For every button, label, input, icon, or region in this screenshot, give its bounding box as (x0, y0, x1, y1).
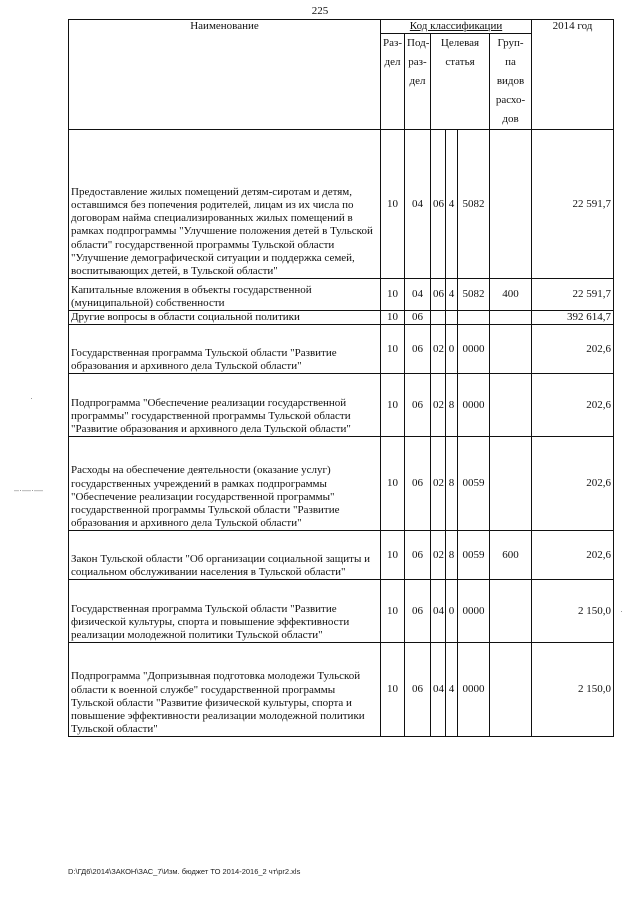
row-expense-group (490, 311, 532, 325)
header-classification-code-text: Код классификации (409, 20, 503, 32)
table-body (69, 130, 614, 737)
table-row (69, 130, 614, 279)
row-target-subprogram: 4 (446, 130, 458, 279)
header-year: 2014 год (532, 20, 614, 130)
header-row-top (69, 20, 614, 34)
row-subsection: 06 (405, 531, 431, 580)
header-expense-group (490, 34, 532, 130)
table-row (69, 279, 614, 311)
row-name: Расходы на обеспечение деятельности (оказание услуг) государственных учреждений в рамках подпрограммы "Обеспечение реализации государственной программы" государственной программы Тульской области "Развитие образования и архивного дела Тульской области" (69, 437, 381, 531)
scan-artifact-dash: –·—·— (14, 485, 43, 495)
table-row (69, 531, 614, 580)
row-target-subprogram: 0 (446, 325, 458, 374)
row-subsection: 06 (405, 374, 431, 437)
header-name: Наименование (69, 20, 381, 130)
row-target-subprogram: 4 (446, 279, 458, 311)
row-target-direction: 0000 (458, 643, 490, 737)
row-target-subprogram: 8 (446, 374, 458, 437)
row-amount: 202,6 (532, 374, 614, 437)
row-target-program: 06 (431, 130, 446, 279)
row-target-subprogram: 8 (446, 531, 458, 580)
row-amount: 202,6 (532, 531, 614, 580)
row-expense-group (490, 580, 532, 643)
header-expense-group-text: Груп- па видов расхо- дов (495, 37, 526, 126)
row-amount: 2 150,0 (532, 580, 614, 643)
row-name: Подпрограмма "Обеспечение реализации государственной программы" государственной программы Тульской области "Развитие образования и архивного дела Тульской области" (69, 374, 381, 437)
row-target-direction: 0059 (458, 437, 490, 531)
header-target-article-text: Целевая статья (440, 37, 480, 69)
row-expense-group (490, 325, 532, 374)
row-amount: 392 614,7 (532, 311, 614, 325)
row-target-subprogram: 4 (446, 643, 458, 737)
row-section: 10 (381, 643, 405, 737)
row-section: 10 (381, 311, 405, 325)
row-subsection: 06 (405, 325, 431, 374)
table-row (69, 580, 614, 643)
row-section: 10 (381, 325, 405, 374)
row-amount: 2 150,0 (532, 643, 614, 737)
row-expense-group: 400 (490, 279, 532, 311)
row-name: Предоставление жилых помещений детям-сиротам и детям, оставшимся без попечения родителей, лицам из их числа по договорам найма специализированных жилых помещений в рамках подпрограммы "Улучшение положения детей в Тульской области" государственной программы Тульской области "Улучшение демографической ситуации и поддержка семей, воспитывающих детей, в Тульской области" (69, 130, 381, 279)
table-row (69, 643, 614, 737)
page-number: 225 (311, 5, 329, 17)
row-target-subprogram: 0 (446, 580, 458, 643)
row-target-direction: 5082 (458, 130, 490, 279)
row-target-direction: 0059 (458, 531, 490, 580)
header-classification-code (381, 20, 532, 34)
row-amount: 202,6 (532, 325, 614, 374)
row-section: 10 (381, 531, 405, 580)
table-row (69, 437, 614, 531)
header-subsection (405, 34, 431, 130)
row-target-program: 02 (431, 531, 446, 580)
row-section: 10 (381, 437, 405, 531)
row-amount: 202,6 (532, 437, 614, 531)
row-expense-group (490, 643, 532, 737)
header-section-text: Раз- дел (383, 37, 403, 69)
scan-artifact-dot: · (30, 393, 33, 403)
header-subsection-text: Под- раз- дел (407, 37, 430, 88)
row-target-program: 04 (431, 643, 446, 737)
row-name: Подпрограмма "Допризывная подготовка молодежи Тульской области к военной службе" государственной программы Тульской области "Развитие физической культуры, спорта и повышение эффективности реализации молодежной политики Тульской области" (69, 643, 381, 737)
table-row (69, 311, 614, 325)
row-target-subprogram (446, 311, 458, 325)
row-name: Другие вопросы в области социальной политики (69, 311, 381, 325)
row-name: Государственная программа Тульской области "Развитие образования и архивного дела Тульской области" (69, 325, 381, 374)
row-target-direction: 0000 (458, 374, 490, 437)
row-target-program: 02 (431, 374, 446, 437)
row-target-subprogram: 8 (446, 437, 458, 531)
row-target-program: 04 (431, 580, 446, 643)
row-expense-group: 600 (490, 531, 532, 580)
row-target-direction: 5082 (458, 279, 490, 311)
row-target-program: 02 (431, 325, 446, 374)
row-name: Закон Тульской области "Об организации социальной защиты и социальном обслуживании населения в Тульской области" (69, 531, 381, 580)
row-subsection: 06 (405, 311, 431, 325)
row-section: 10 (381, 279, 405, 311)
header-target-article (431, 34, 490, 130)
row-subsection: 06 (405, 643, 431, 737)
row-target-direction: 0000 (458, 325, 490, 374)
row-subsection: 04 (405, 130, 431, 279)
row-name: Государственная программа Тульской области "Развитие физической культуры, спорта и повышение эффективности реализации молодежной политики Тульской области" (69, 580, 381, 643)
row-section: 10 (381, 580, 405, 643)
scan-artifact-dot-right: · (620, 606, 623, 616)
row-section: 10 (381, 374, 405, 437)
row-expense-group (490, 437, 532, 531)
row-target-program (431, 311, 446, 325)
table-row (69, 374, 614, 437)
file-path-footer: D:\ГД6\2014\ЗАКОН\ЗАС_7\Изм. бюджет ТО 2014-2016_2 чт\pr2.xls (68, 867, 301, 876)
row-target-program: 02 (431, 437, 446, 531)
row-expense-group (490, 130, 532, 279)
row-subsection: 06 (405, 437, 431, 531)
row-amount: 22 591,7 (532, 279, 614, 311)
row-target-program: 06 (431, 279, 446, 311)
row-target-direction (458, 311, 490, 325)
header-section (381, 34, 405, 130)
row-section: 10 (381, 130, 405, 279)
row-expense-group (490, 374, 532, 437)
row-amount: 22 591,7 (532, 130, 614, 279)
row-target-direction: 0000 (458, 580, 490, 643)
row-subsection: 04 (405, 279, 431, 311)
table-row (69, 325, 614, 374)
budget-table (68, 19, 614, 737)
row-subsection: 06 (405, 580, 431, 643)
row-name: Капитальные вложения в объекты государственной (муниципальной) собственности (69, 279, 381, 311)
